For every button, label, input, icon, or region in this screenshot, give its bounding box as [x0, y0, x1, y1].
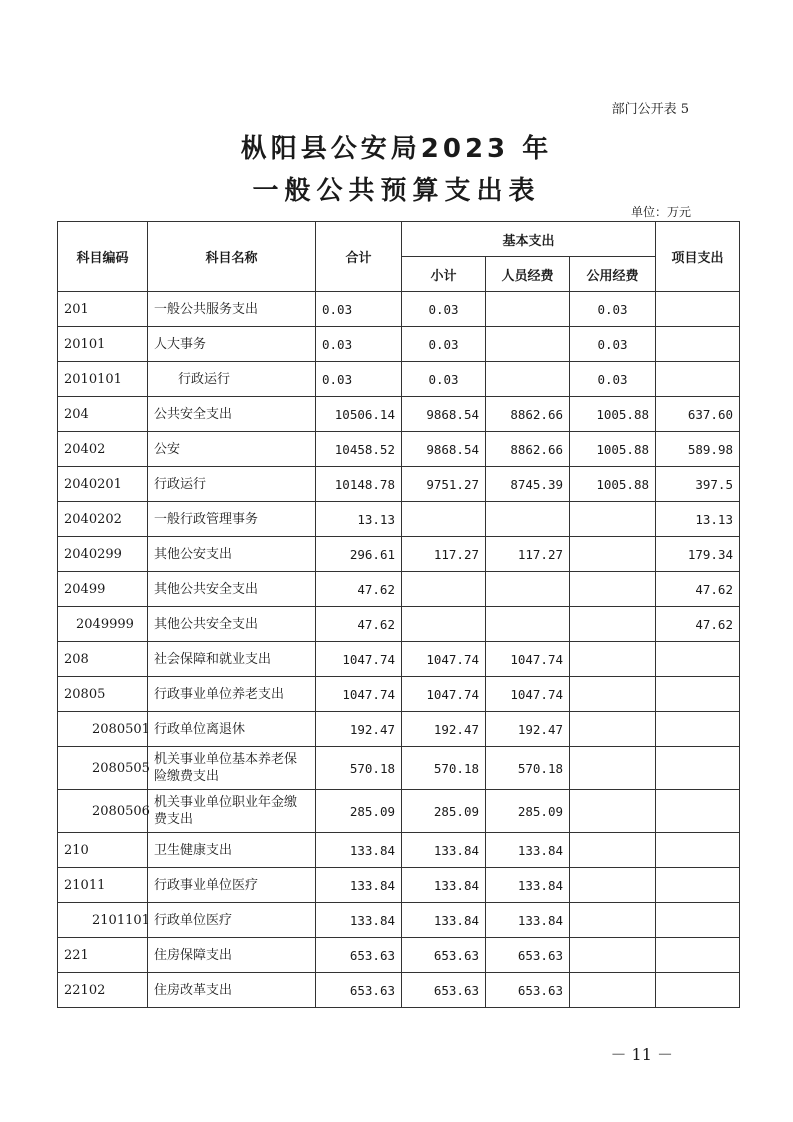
row-total: 1047.74 — [316, 642, 402, 677]
row-personnel — [486, 607, 570, 642]
row-public: 1005.88 — [570, 467, 656, 502]
row-total: 653.63 — [316, 973, 402, 1008]
row-subtotal: 1047.74 — [402, 677, 486, 712]
row-total: 47.62 — [316, 572, 402, 607]
row-project — [656, 362, 740, 397]
row-public — [570, 537, 656, 572]
row-total: 296.61 — [316, 537, 402, 572]
row-code: 20101 — [58, 327, 148, 362]
row-name: 行政单位离退休 — [148, 712, 316, 747]
row-name: 卫生健康支出 — [148, 833, 316, 868]
header-name: 科目名称 — [148, 222, 316, 292]
row-personnel: 653.63 — [486, 973, 570, 1008]
row-subtotal: 133.84 — [402, 868, 486, 903]
table-row — [58, 397, 740, 432]
row-personnel — [486, 572, 570, 607]
row-project: 637.60 — [656, 397, 740, 432]
row-personnel: 8862.66 — [486, 397, 570, 432]
row-personnel: 8745.39 — [486, 467, 570, 502]
table-row — [58, 938, 740, 973]
row-subtotal: 117.27 — [402, 537, 486, 572]
row-project — [656, 790, 740, 833]
table-row — [58, 642, 740, 677]
header-code: 科目编码 — [58, 222, 148, 292]
table-row — [58, 467, 740, 502]
row-name: 住房改革支出 — [148, 973, 316, 1008]
table-row — [58, 327, 740, 362]
row-public — [570, 868, 656, 903]
row-total: 0.03 — [316, 292, 402, 327]
row-subtotal — [402, 502, 486, 537]
row-personnel: 133.84 — [486, 868, 570, 903]
row-personnel — [486, 502, 570, 537]
row-code: 208 — [58, 642, 148, 677]
row-subtotal: 9868.54 — [402, 432, 486, 467]
row-total: 133.84 — [316, 903, 402, 938]
table-row — [58, 537, 740, 572]
page-number: － 11 － — [610, 1045, 673, 1064]
row-public — [570, 607, 656, 642]
row-public — [570, 833, 656, 868]
row-project — [656, 833, 740, 868]
row-project — [656, 327, 740, 362]
row-name: 行政运行 — [148, 467, 316, 502]
row-personnel — [486, 327, 570, 362]
row-total: 570.18 — [316, 747, 402, 790]
table-row — [58, 747, 740, 790]
row-name: 公安 — [148, 432, 316, 467]
header-personnel: 人员经费 — [486, 257, 570, 292]
row-code: 2101101 — [58, 903, 148, 938]
row-code: 2040202 — [58, 502, 148, 537]
row-total: 0.03 — [316, 362, 402, 397]
row-code: 210 — [58, 833, 148, 868]
row-project: 13.13 — [656, 502, 740, 537]
page-title: 枞阳县公安局2023 年 — [240, 134, 553, 164]
row-code: 2040201 — [58, 467, 148, 502]
row-name: 行政事业单位医疗 — [148, 868, 316, 903]
row-subtotal — [402, 572, 486, 607]
row-project: 397.5 — [656, 467, 740, 502]
row-personnel: 285.09 — [486, 790, 570, 833]
row-code: 20499 — [58, 572, 148, 607]
header-total: 合计 — [316, 222, 402, 292]
row-subtotal: 1047.74 — [402, 642, 486, 677]
table-row — [58, 973, 740, 1008]
row-project — [656, 292, 740, 327]
row-code: 21011 — [58, 868, 148, 903]
row-code: 22102 — [58, 973, 148, 1008]
row-subtotal: 0.03 — [402, 362, 486, 397]
table-row — [58, 677, 740, 712]
row-code: 204 — [58, 397, 148, 432]
table-row — [58, 572, 740, 607]
row-project — [656, 903, 740, 938]
row-public — [570, 903, 656, 938]
row-total: 10148.78 — [316, 467, 402, 502]
header-public: 公用经费 — [570, 257, 656, 292]
row-project: 47.62 — [656, 572, 740, 607]
row-total: 10458.52 — [316, 432, 402, 467]
row-personnel: 1047.74 — [486, 642, 570, 677]
row-personnel: 570.18 — [486, 747, 570, 790]
row-code: 20402 — [58, 432, 148, 467]
row-name: 公共安全支出 — [148, 397, 316, 432]
document-label: 部门公开表 5 — [611, 102, 689, 117]
header-basic: 基本支出 — [402, 222, 656, 257]
row-code: 2010101 — [58, 362, 148, 397]
row-name: 机关事业单位职业年金缴费支出 — [148, 790, 316, 833]
table-row — [58, 833, 740, 868]
table-row — [58, 362, 740, 397]
row-name: 一般公共服务支出 — [148, 292, 316, 327]
row-subtotal: 653.63 — [402, 938, 486, 973]
row-subtotal: 133.84 — [402, 903, 486, 938]
row-project — [656, 642, 740, 677]
row-personnel — [486, 362, 570, 397]
row-code: 2040299 — [58, 537, 148, 572]
budget-table — [57, 221, 740, 1008]
row-public — [570, 642, 656, 677]
row-personnel: 8862.66 — [486, 432, 570, 467]
row-name: 其他公共安全支出 — [148, 607, 316, 642]
table-row — [58, 292, 740, 327]
row-project: 179.34 — [656, 537, 740, 572]
row-project: 47.62 — [656, 607, 740, 642]
row-name: 其他公安支出 — [148, 537, 316, 572]
row-public: 1005.88 — [570, 432, 656, 467]
row-personnel: 133.84 — [486, 833, 570, 868]
row-total: 1047.74 — [316, 677, 402, 712]
row-project — [656, 677, 740, 712]
row-total: 0.03 — [316, 327, 402, 362]
table-row — [58, 432, 740, 467]
row-personnel: 1047.74 — [486, 677, 570, 712]
row-code: 2080505 — [58, 747, 148, 790]
row-code: 2080506 — [58, 790, 148, 833]
row-project — [656, 938, 740, 973]
row-personnel — [486, 292, 570, 327]
unit-label: 单位：万元 — [630, 205, 691, 219]
row-name: 社会保障和就业支出 — [148, 642, 316, 677]
row-subtotal — [402, 607, 486, 642]
row-subtotal: 0.03 — [402, 292, 486, 327]
row-total: 285.09 — [316, 790, 402, 833]
row-total: 133.84 — [316, 833, 402, 868]
row-project — [656, 712, 740, 747]
row-public — [570, 502, 656, 537]
row-subtotal: 9868.54 — [402, 397, 486, 432]
row-name: 住房保障支出 — [148, 938, 316, 973]
row-project — [656, 973, 740, 1008]
row-public — [570, 712, 656, 747]
row-subtotal: 570.18 — [402, 747, 486, 790]
row-code: 221 — [58, 938, 148, 973]
row-total: 47.62 — [316, 607, 402, 642]
row-project — [656, 868, 740, 903]
row-name: 其他公共安全支出 — [148, 572, 316, 607]
row-code: 201 — [58, 292, 148, 327]
row-name: 人大事务 — [148, 327, 316, 362]
row-project: 589.98 — [656, 432, 740, 467]
row-total: 13.13 — [316, 502, 402, 537]
table-row — [58, 502, 740, 537]
row-total: 192.47 — [316, 712, 402, 747]
row-code: 20805 — [58, 677, 148, 712]
row-public: 0.03 — [570, 292, 656, 327]
row-project — [656, 747, 740, 790]
row-subtotal: 0.03 — [402, 327, 486, 362]
row-personnel: 117.27 — [486, 537, 570, 572]
table-row — [58, 903, 740, 938]
header-subtotal: 小计 — [402, 257, 486, 292]
row-name: 一般行政管理事务 — [148, 502, 316, 537]
row-name: 机关事业单位基本养老保险缴费支出 — [148, 747, 316, 790]
row-public — [570, 677, 656, 712]
row-name: 行政单位医疗 — [148, 903, 316, 938]
row-public: 1005.88 — [570, 397, 656, 432]
row-subtotal: 653.63 — [402, 973, 486, 1008]
row-name: 行政运行 — [148, 362, 316, 397]
row-subtotal: 192.47 — [402, 712, 486, 747]
header-project: 项目支出 — [656, 222, 740, 292]
table-row — [58, 868, 740, 903]
row-code: 2049999 — [58, 607, 148, 642]
row-public — [570, 790, 656, 833]
row-public — [570, 973, 656, 1008]
row-personnel: 192.47 — [486, 712, 570, 747]
row-subtotal: 285.09 — [402, 790, 486, 833]
row-name: 行政事业单位养老支出 — [148, 677, 316, 712]
table-row — [58, 790, 740, 833]
row-personnel: 133.84 — [486, 903, 570, 938]
row-public: 0.03 — [570, 327, 656, 362]
row-total: 133.84 — [316, 868, 402, 903]
row-total: 10506.14 — [316, 397, 402, 432]
row-code: 2080501 — [58, 712, 148, 747]
row-public — [570, 747, 656, 790]
row-personnel: 653.63 — [486, 938, 570, 973]
row-total: 653.63 — [316, 938, 402, 973]
table-row — [58, 712, 740, 747]
row-subtotal: 9751.27 — [402, 467, 486, 502]
row-public — [570, 938, 656, 973]
row-public — [570, 572, 656, 607]
table-row — [58, 607, 740, 642]
row-subtotal: 133.84 — [402, 833, 486, 868]
page-subtitle: 一般公共预算支出表 — [252, 176, 541, 206]
row-public: 0.03 — [570, 362, 656, 397]
